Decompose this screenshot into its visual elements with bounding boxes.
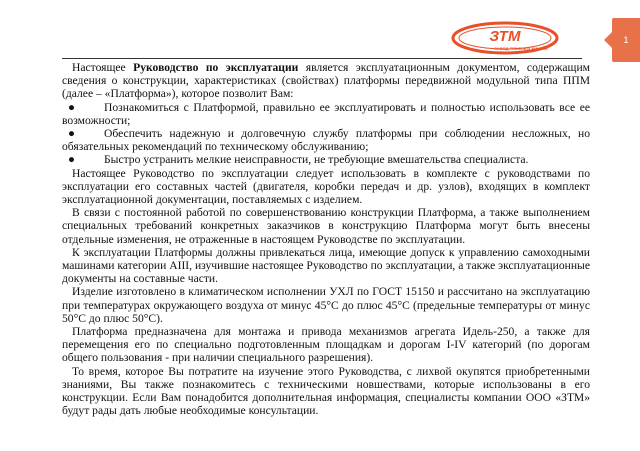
manual-title-bold: Руководство по эксплуатации: [133, 61, 299, 74]
page-number: 1: [623, 35, 629, 45]
ztm-logo: [451, 21, 559, 55]
bullet-item: ● Быстро устранить мелкие неисправности, не требующие вмешательства специалиста.: [62, 153, 590, 166]
header-rule: [62, 58, 582, 59]
bullet-item: ● Обеспечить надежную и долговечную службу платформы при соблюдении несложных, но обязательных рекомендаций по техническому обслуживанию;: [62, 127, 590, 154]
paragraph-climate: Изделие изготовлено в климатическом исполнении УХЛ по ГОСТ 15150 и рассчитано на эксплуатацию при температурах окружающего воздуха от минус 45°С до плюс 45°С (предельные температуры от минус 50°С до плюс 50°С).: [62, 285, 590, 325]
bullet-item: ● Познакомиться с Платформой, правильно ее эксплуатировать и полностью использовать все ее возможности;: [62, 100, 590, 127]
bullet-icon: ●: [68, 127, 76, 141]
bullet-icon: ●: [68, 153, 76, 167]
bullet-icon: ●: [68, 100, 76, 114]
paragraph-components: Настоящее Руководство по эксплуатации следует использовать в комплекте с руководствами по эксплуатации его составных частей (двигателя, коробки передач и др. узлов), входящих в комплект эксплуатационной документации, поставляемых с изделием.: [62, 166, 590, 207]
logo-subtitle: ЗАВОД ТЯЖЕЛЫХ МАШИН: [494, 46, 548, 51]
page-number-badge: [612, 18, 640, 62]
badge-arrow: [604, 32, 612, 48]
document-body: [62, 61, 590, 417]
paragraph-closing: То время, которое Вы потратите на изучение этого Руководства, с лихвой окупятся приобретенными знаниями, Вы также познакомитесь с техническими новшествами, которые использованы в его конструкции. Если Вам понадобится дополнительная информация, специалисты компании ООО «ЗТМ» будут рады дать любые необходимые консультации.: [62, 364, 590, 418]
paragraph-changes: В связи с постоянной работой по совершенствованию конструкции Платформа, а также выполнением специальных требований конкретных заказчиков в конструкцию Платформа могут быть внесены отдельные изменения, не отраженные в настоящем Руководстве по эксплуатации.: [62, 206, 590, 246]
logo-mark: ЗТМ: [489, 28, 521, 45]
intro-paragraph: Настоящее Руководство по эксплуатации является эксплуатационным документом, содержащим сведения о конструкции, характеристиках (свойствах) платформы передвижной модульной типа ППМ (далее – «Платформа»), которое позволит Вам:: [62, 61, 591, 101]
paragraph-operators: К эксплуатации Платформы должны привлекаться лица, имеющие допуск к управлению самоходными машинами категории АIII, изучившие настоящее Руководство по эксплуатации, а также эксплуатационные документы на составные части.: [62, 245, 590, 286]
paragraph-purpose: Платформа предназначена для монтажа и привода механизмов агрегата Идель-250, а также для перемещения его по специально подготовленным площадкам и дорогам I-IV категорий (по дорогам общего пользования - при наличии специального разрешения).: [62, 325, 590, 365]
